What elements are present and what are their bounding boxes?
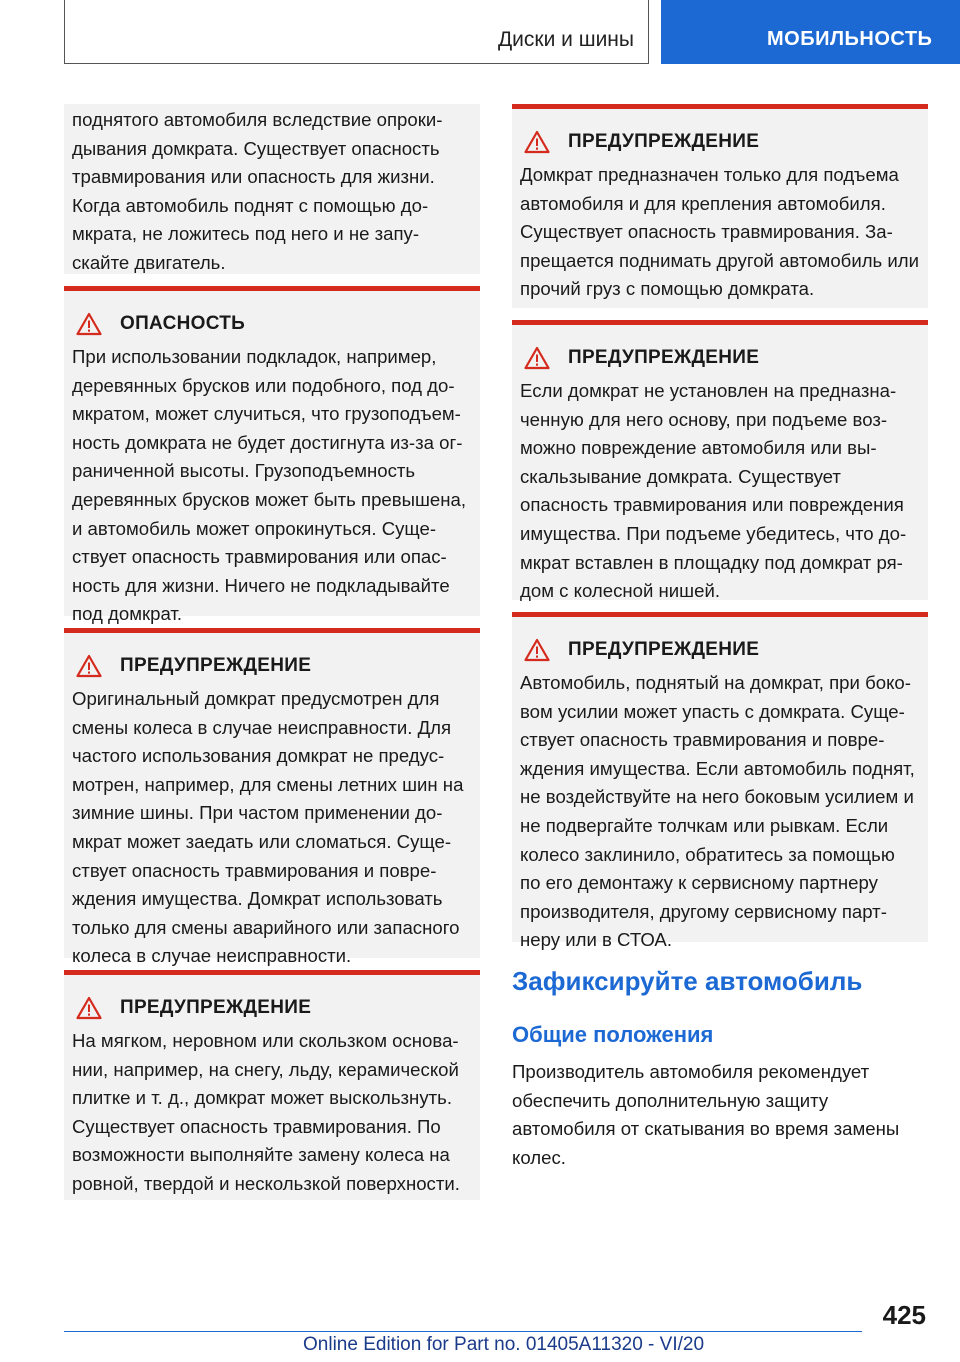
warning-box-5 (512, 612, 928, 951)
danger-header (72, 311, 472, 337)
intro-text: поднятого автомобиля вследствие опроки-дывания домкрата. Существует опасность травмирования или опасность для жизни. Когда автомобиль поднят с помощью до-мкрата, не ложитесь под него и не запу-скайте двигатель. (72, 109, 443, 273)
warning-header-3 (520, 129, 920, 155)
header-section-tab (64, 0, 649, 64)
danger-box (64, 286, 480, 625)
footer-divider (64, 1331, 862, 1332)
danger-title: ОПАСНОСТЬ (120, 313, 246, 334)
intro-box (64, 104, 480, 274)
warning-title-1: ПРЕДУПРЕЖДЕНИЕ (120, 655, 312, 676)
body-paragraph: Производитель автомобиля рекомендует обеспечить дополнительную защиту автомобиля от скатывания во время замены колес. (512, 1061, 900, 1168)
warning-text-4: Если домкрат не установлен на предназна-ченную для него основу, при подъеме воз-можно повреждение автомобиля или вы-скальзывание домкрата. Существует опасность травмирования или повреждения имущества. При подъеме убедитесь, что до-мкрат вставлен в площадку под домкрат ря-дом с колесной нишей. (520, 380, 907, 602)
page-number: 425 (882, 1300, 926, 1330)
warning-text-5: Автомобиль, поднятый на домкрат, при боко-вом усилии может упасть с домкрата. Суще-ствует опасность травмирования и повре-ждения имущества. Если автомобиль поднят, не воздействуйте на него боковым усилием и не подвергайте толчкам или рывкам. Если колесо заклинило, обратитесь за помощью по его демонтажу к сервисному партнеру производителя, другому сервисному парт-неру или в СТОА. (520, 672, 915, 951)
warning-title-5: ПРЕДУПРЕЖДЕНИЕ (568, 639, 760, 660)
warning-header-5 (520, 637, 920, 663)
warning-triangle-icon (524, 638, 550, 662)
warning-triangle-icon (524, 346, 550, 370)
warning-header-2 (72, 995, 472, 1021)
warning-triangle-icon (524, 130, 550, 154)
warning-triangle-icon (76, 654, 102, 678)
danger-text: При использовании подкладок, например, деревянных брусков или подобного, под до-мкратом, может случиться, что грузоподъем-ность домкрата не будет достигнута из-за ог-раниченной высоты. Грузоподъемность деревянных брусков может быть превышена, и автомобиль может опрокинуться. Суще-ствует опасность травмирования или опас-ность для жизни. Ничего не подкладывайте под домкрат. (72, 346, 467, 625)
warning-title-4: ПРЕДУПРЕЖДЕНИЕ (568, 347, 760, 368)
warning-triangle-icon (76, 312, 102, 336)
warning-text-3: Домкрат предназначен только для подъема автомобиля и для крепления автомобиля. Существует опасность травмирования. За-прещается поднимать другой автомобиль или прочий груз с помощью домкрата. (520, 164, 920, 300)
warning-title-3: ПРЕДУПРЕЖДЕНИЕ (568, 131, 760, 152)
header-chapter-tab (661, 0, 960, 64)
warning-title-2: ПРЕДУПРЕЖДЕНИЕ (120, 997, 312, 1018)
warning-box-3 (512, 104, 928, 308)
footer-edition: Online Edition for Part no. 01405A11320 - VI/20 (303, 1334, 705, 1355)
warning-box-1 (64, 628, 480, 967)
warning-triangle-icon (76, 996, 102, 1020)
warning-text-1: Оригинальный домкрат предусмотрен для смены колеса в случае неисправности. Для частого использования домкрат не предус-мотрен, например, для смены летних шин на зимние шины. При частом применении до-мкрат может заедать или сломаться. Суще-ствует опасность травмирования и повре-ждения имущества. Домкрат использовать только для смены аварийного или запасного колеса в случае неисправности. (72, 688, 464, 967)
warning-header-1 (72, 653, 472, 679)
subsection-title: Общие положения (512, 1022, 714, 1047)
warning-box-2 (64, 970, 480, 1200)
header-chapter-title: МОБИЛЬНОСТЬ (767, 28, 933, 50)
warning-text-2: На мягком, неровном или скользком основа-нии, например, на снегу, льду, керамической плитке и т. д., домкрат может выскользнуть. Существует опасность травмирования. По возможности выполняйте замену колеса на ровной, твердой и нескользкой поверхности. (72, 1030, 460, 1194)
warning-box-4 (512, 320, 928, 600)
header-section-title: Диски и шины (497, 28, 634, 51)
warning-header-4 (520, 345, 920, 371)
section-title: Зафиксируйте автомобиль (512, 966, 863, 996)
